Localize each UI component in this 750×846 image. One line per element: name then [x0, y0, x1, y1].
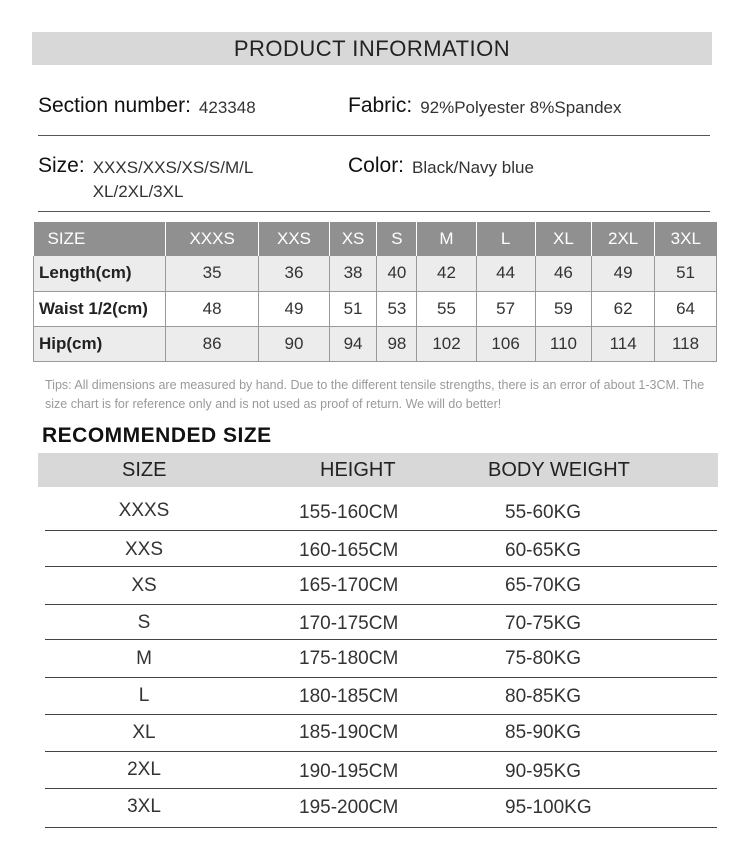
table-cell: 110 [535, 326, 592, 361]
recommended-weight-cell: 65-70KG [505, 575, 582, 596]
table-row [45, 752, 717, 789]
recommended-weight-cell: 90-95KG [505, 761, 582, 782]
fabric-label: Fabric: [348, 94, 413, 117]
product-information-title: PRODUCT INFORMATION [32, 32, 712, 65]
recommended-height-cell: 180-185CM [299, 686, 399, 707]
table-row [45, 531, 717, 567]
recommended-header-height: HEIGHT [320, 459, 396, 481]
size-chart-header-cell: M [417, 222, 476, 256]
recommended-height-cell: 170-175CM [299, 613, 399, 634]
info-row-2 [38, 148, 710, 212]
table-row [34, 326, 717, 361]
color-value: Black/Navy blue [412, 158, 534, 177]
table-cell: 51 [655, 256, 717, 291]
table-cell: 53 [377, 291, 417, 326]
size-label: Size: [38, 154, 85, 177]
table-cell: 49 [259, 291, 329, 326]
recommended-weight-cell: 75-80KG [505, 648, 582, 669]
color-item [348, 154, 534, 180]
row-label: Waist 1/2(cm) [34, 291, 166, 326]
recommended-weight-cell: 55-60KG [505, 502, 582, 523]
recommended-size-cell: 2XL [127, 759, 161, 780]
recommended-header-weight: BODY WEIGHT [488, 459, 630, 481]
recommended-height-cell: 175-180CM [299, 648, 399, 669]
table-cell: 35 [166, 256, 259, 291]
table-cell: 51 [329, 291, 377, 326]
table-cell: 86 [166, 326, 259, 361]
table-cell: 42 [417, 256, 476, 291]
recommended-header-size: SIZE [122, 459, 167, 481]
recommended-header-row [38, 453, 718, 487]
size-chart-header-cell: L [476, 222, 535, 256]
recommended-weight-cell: 80-85KG [505, 686, 582, 707]
table-cell: 38 [329, 256, 377, 291]
recommended-height-cell: 185-190CM [299, 722, 399, 743]
table-row [45, 789, 717, 828]
table-row [45, 715, 717, 752]
table-cell: 64 [655, 291, 717, 326]
recommended-height-cell: 190-195CM [299, 761, 399, 782]
table-cell: 118 [655, 326, 717, 361]
table-cell: 94 [329, 326, 377, 361]
row-label: Hip(cm) [34, 326, 166, 361]
table-row [45, 640, 717, 678]
recommended-height-cell: 165-170CM [299, 575, 399, 596]
table-cell: 46 [535, 256, 592, 291]
recommended-size-cell: M [136, 648, 152, 669]
table-row [45, 605, 717, 640]
recommended-size-cell: XL [132, 722, 156, 743]
table-cell: 98 [377, 326, 417, 361]
table-row [34, 256, 717, 291]
recommended-weight-cell: 70-75KG [505, 613, 582, 634]
recommended-height-cell: 195-200CM [299, 797, 399, 818]
recommended-weight-cell: 85-90KG [505, 722, 582, 743]
table-cell: 44 [476, 256, 535, 291]
size-value: XXXS/XXS/XS/S/M/L XL/2XL/3XL [92, 158, 253, 201]
recommended-size-cell: L [138, 685, 150, 706]
table-cell: 36 [259, 256, 329, 291]
recommended-height-cell: 155-160CM [299, 502, 399, 523]
recommended-weight-cell: 60-65KG [505, 540, 582, 561]
table-cell: 40 [377, 256, 417, 291]
table-cell: 49 [592, 256, 655, 291]
table-cell: 90 [259, 326, 329, 361]
size-chart-header-cell: SIZE [34, 222, 166, 256]
size-chart-header-row [34, 222, 717, 256]
table-cell: 106 [476, 326, 535, 361]
color-label: Color: [348, 154, 405, 177]
size-chart-header-cell: 2XL [592, 222, 655, 256]
size-chart-table [33, 222, 717, 362]
section-number-label: Section number: [38, 94, 191, 117]
recommended-size-cell: XS [131, 575, 157, 596]
info-row-1 [38, 88, 710, 136]
fabric-item [348, 94, 621, 120]
size-chart-header-cell: XXS [259, 222, 329, 256]
size-chart-header-cell: 3XL [655, 222, 717, 256]
fabric-value: 92%Polyester 8%Spandex [420, 98, 622, 117]
size-chart-header-cell: S [377, 222, 417, 256]
size-chart-header-cell: XL [535, 222, 592, 256]
recommended-weight-cell: 95-100KG [505, 797, 592, 818]
table-cell: 62 [592, 291, 655, 326]
measurement-tips: Tips: All dimensions are measured by hand. Due to the different tensile strengths, there is an error of about 1-3CM. The size chart is for reference only and is not used as proof of return. We will do better! [45, 378, 705, 411]
recommended-size-cell: XXXS [118, 500, 170, 521]
recommended-size-cell: 3XL [127, 796, 161, 817]
table-cell: 55 [417, 291, 476, 326]
table-cell: 59 [535, 291, 592, 326]
table-row [34, 291, 717, 326]
recommended-size-cell: XXS [124, 539, 164, 560]
recommended-height-cell: 160-165CM [299, 540, 399, 561]
recommended-size-cell: S [137, 612, 151, 633]
size-chart-header-cell: XS [329, 222, 377, 256]
section-number-value: 423348 [198, 98, 256, 117]
table-cell: 102 [417, 326, 476, 361]
table-row [45, 678, 717, 715]
size-chart-header-cell: XXXS [166, 222, 259, 256]
recommended-size-title: RECOMMENDED SIZE [42, 424, 272, 447]
size-item [38, 154, 293, 204]
section-number-item [38, 94, 256, 120]
table-cell: 114 [592, 326, 655, 361]
table-cell: 57 [476, 291, 535, 326]
table-cell: 48 [166, 291, 259, 326]
table-row [45, 494, 717, 531]
row-label: Length(cm) [34, 256, 166, 291]
table-row [45, 567, 717, 605]
